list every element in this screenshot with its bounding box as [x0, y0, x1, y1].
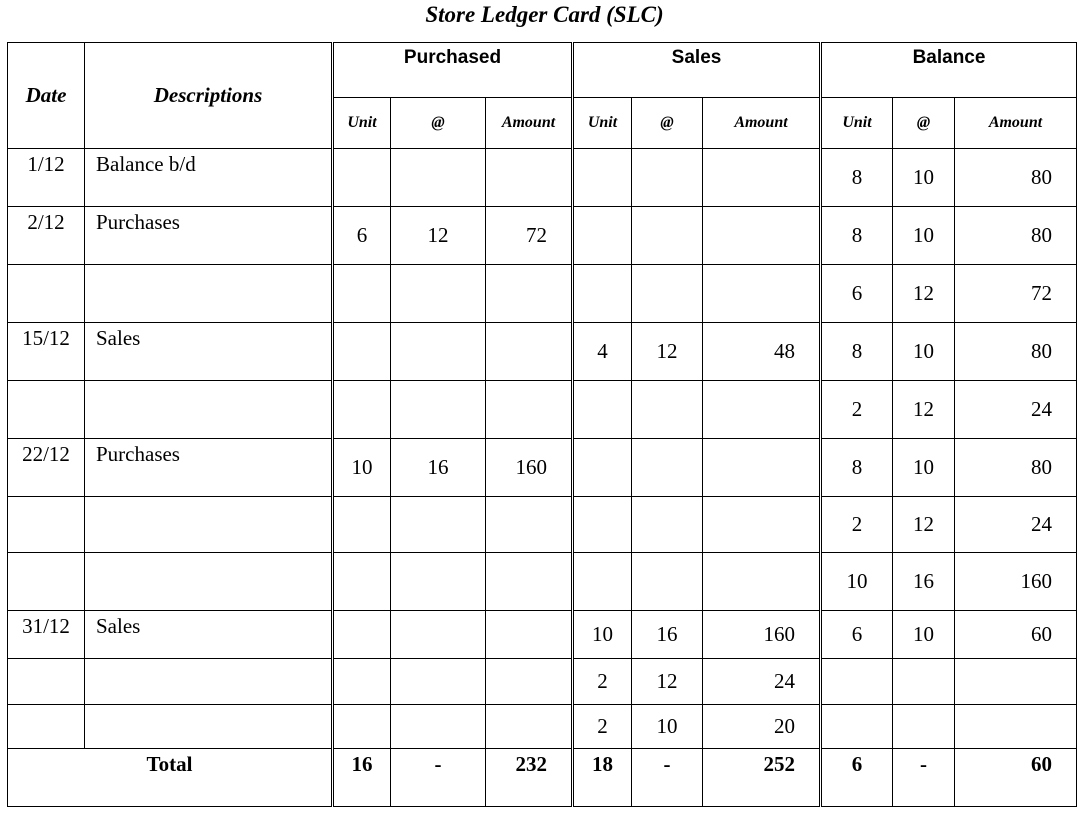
total-purchased-rate: -	[391, 749, 486, 807]
row-purchased-unit	[333, 149, 391, 207]
row-sales-rate	[632, 207, 703, 265]
row-balance-amount: 80	[955, 323, 1077, 381]
row-date: 1/12	[8, 149, 85, 207]
row-balance-unit: 2	[821, 381, 893, 439]
total-balance-amount: 60	[955, 749, 1077, 807]
row-balance-unit: 8	[821, 207, 893, 265]
header-sales: Sales	[573, 43, 821, 98]
header-purchased-unit: Unit	[333, 98, 391, 149]
row-date: 31/12	[8, 611, 85, 659]
row-purchased-amount	[486, 381, 573, 439]
row-sales-unit	[573, 497, 632, 553]
row-balance-unit: 6	[821, 611, 893, 659]
row-balance-amount: 60	[955, 611, 1077, 659]
row-purchased-rate: 12	[391, 207, 486, 265]
total-label: Total	[8, 749, 333, 807]
header-balance: Balance	[821, 43, 1077, 98]
total-row	[8, 749, 1077, 807]
row-sales-rate: 10	[632, 705, 703, 749]
table-row	[8, 553, 1077, 611]
row-purchased-amount	[486, 659, 573, 705]
row-description	[85, 553, 333, 611]
row-purchased-rate	[391, 381, 486, 439]
row-balance-unit	[821, 659, 893, 705]
row-purchased-unit	[333, 705, 391, 749]
row-purchased-amount: 72	[486, 207, 573, 265]
row-sales-amount: 24	[703, 659, 821, 705]
row-date	[8, 381, 85, 439]
row-date: 15/12	[8, 323, 85, 381]
row-sales-unit	[573, 381, 632, 439]
header-balance-unit: Unit	[821, 98, 893, 149]
row-purchased-unit: 6	[333, 207, 391, 265]
row-sales-amount	[703, 439, 821, 497]
row-sales-amount	[703, 265, 821, 323]
row-balance-rate: 10	[893, 207, 955, 265]
total-balance-rate: -	[893, 749, 955, 807]
row-purchased-unit	[333, 659, 391, 705]
table-row	[8, 705, 1077, 749]
header-descriptions: Descriptions	[85, 43, 333, 149]
row-date	[8, 705, 85, 749]
table-row	[8, 207, 1077, 265]
row-purchased-rate	[391, 705, 486, 749]
row-date: 22/12	[8, 439, 85, 497]
row-purchased-rate	[391, 553, 486, 611]
row-balance-rate: 12	[893, 381, 955, 439]
row-sales-rate: 12	[632, 659, 703, 705]
row-date	[8, 497, 85, 553]
row-date	[8, 553, 85, 611]
row-description	[85, 705, 333, 749]
header-sales-amount: Amount	[703, 98, 821, 149]
header-purchased-rate: @	[391, 98, 486, 149]
row-sales-unit	[573, 207, 632, 265]
row-description: Sales	[85, 611, 333, 659]
row-sales-unit	[573, 439, 632, 497]
row-sales-rate	[632, 265, 703, 323]
row-sales-unit	[573, 149, 632, 207]
header-date: Date	[8, 43, 85, 149]
row-balance-rate: 10	[893, 323, 955, 381]
row-balance-unit: 8	[821, 149, 893, 207]
row-date	[8, 659, 85, 705]
row-purchased-rate	[391, 659, 486, 705]
row-sales-amount: 48	[703, 323, 821, 381]
table-row	[8, 497, 1077, 553]
row-purchased-rate	[391, 611, 486, 659]
row-description	[85, 659, 333, 705]
row-balance-rate: 12	[893, 265, 955, 323]
row-purchased-unit	[333, 323, 391, 381]
row-sales-unit: 10	[573, 611, 632, 659]
row-balance-amount: 160	[955, 553, 1077, 611]
row-description	[85, 381, 333, 439]
row-purchased-unit	[333, 553, 391, 611]
header-sales-unit: Unit	[573, 98, 632, 149]
row-sales-unit: 2	[573, 705, 632, 749]
row-balance-amount: 80	[955, 207, 1077, 265]
row-sales-amount	[703, 497, 821, 553]
table-row	[8, 659, 1077, 705]
row-purchased-rate	[391, 323, 486, 381]
row-sales-unit	[573, 553, 632, 611]
row-balance-amount	[955, 705, 1077, 749]
table-row	[8, 265, 1077, 323]
row-balance-unit: 2	[821, 497, 893, 553]
row-sales-rate	[632, 497, 703, 553]
row-balance-unit	[821, 705, 893, 749]
row-balance-unit: 8	[821, 439, 893, 497]
table-row	[8, 439, 1077, 497]
row-purchased-amount	[486, 149, 573, 207]
page-title: Store Ledger Card (SLC)	[425, 2, 664, 27]
row-purchased-amount	[486, 323, 573, 381]
row-balance-rate: 16	[893, 553, 955, 611]
row-balance-rate: 10	[893, 439, 955, 497]
row-balance-unit: 6	[821, 265, 893, 323]
row-sales-unit	[573, 265, 632, 323]
header-purchased-amount: Amount	[486, 98, 573, 149]
row-balance-unit: 8	[821, 323, 893, 381]
total-sales-amount: 252	[703, 749, 821, 807]
ledger-body	[8, 149, 1077, 749]
row-balance-amount: 24	[955, 381, 1077, 439]
row-purchased-unit	[333, 497, 391, 553]
row-sales-amount	[703, 381, 821, 439]
row-sales-rate	[632, 381, 703, 439]
row-balance-amount: 24	[955, 497, 1077, 553]
table-row	[8, 149, 1077, 207]
row-description: Purchases	[85, 439, 333, 497]
row-sales-rate	[632, 149, 703, 207]
row-description: Sales	[85, 323, 333, 381]
row-sales-rate	[632, 553, 703, 611]
total-purchased-unit: 16	[333, 749, 391, 807]
row-purchased-amount	[486, 553, 573, 611]
row-sales-unit: 4	[573, 323, 632, 381]
row-balance-amount: 80	[955, 149, 1077, 207]
row-date: 2/12	[8, 207, 85, 265]
total-sales-rate: -	[632, 749, 703, 807]
header-balance-amount: Amount	[955, 98, 1077, 149]
row-purchased-rate	[391, 497, 486, 553]
row-balance-amount: 80	[955, 439, 1077, 497]
row-balance-amount	[955, 659, 1077, 705]
row-sales-rate	[632, 439, 703, 497]
row-balance-rate: 10	[893, 611, 955, 659]
row-balance-rate: 12	[893, 497, 955, 553]
header-purchased: Purchased	[333, 43, 573, 98]
row-description: Balance b/d	[85, 149, 333, 207]
row-balance-unit: 10	[821, 553, 893, 611]
row-balance-rate	[893, 705, 955, 749]
row-purchased-amount	[486, 265, 573, 323]
row-purchased-unit	[333, 265, 391, 323]
row-purchased-rate	[391, 149, 486, 207]
row-purchased-rate: 16	[391, 439, 486, 497]
header-sales-rate: @	[632, 98, 703, 149]
row-description: Purchases	[85, 207, 333, 265]
row-purchased-amount	[486, 705, 573, 749]
table-row	[8, 323, 1077, 381]
row-date	[8, 265, 85, 323]
row-balance-rate	[893, 659, 955, 705]
row-sales-rate: 12	[632, 323, 703, 381]
table-row	[8, 381, 1077, 439]
row-balance-rate: 10	[893, 149, 955, 207]
row-sales-amount	[703, 149, 821, 207]
row-description	[85, 497, 333, 553]
row-sales-unit: 2	[573, 659, 632, 705]
row-purchased-unit	[333, 611, 391, 659]
row-balance-amount: 72	[955, 265, 1077, 323]
row-purchased-amount	[486, 611, 573, 659]
total-purchased-amount: 232	[486, 749, 573, 807]
row-description	[85, 265, 333, 323]
store-ledger-table	[7, 42, 1077, 807]
row-purchased-unit: 10	[333, 439, 391, 497]
row-purchased-unit	[333, 381, 391, 439]
row-sales-amount	[703, 553, 821, 611]
row-purchased-amount: 160	[486, 439, 573, 497]
row-purchased-rate	[391, 265, 486, 323]
row-sales-amount	[703, 207, 821, 265]
row-sales-rate: 16	[632, 611, 703, 659]
row-sales-amount: 160	[703, 611, 821, 659]
table-row	[8, 611, 1077, 659]
row-sales-amount: 20	[703, 705, 821, 749]
row-purchased-amount	[486, 497, 573, 553]
header-balance-rate: @	[893, 98, 955, 149]
total-balance-unit: 6	[821, 749, 893, 807]
total-sales-unit: 18	[573, 749, 632, 807]
